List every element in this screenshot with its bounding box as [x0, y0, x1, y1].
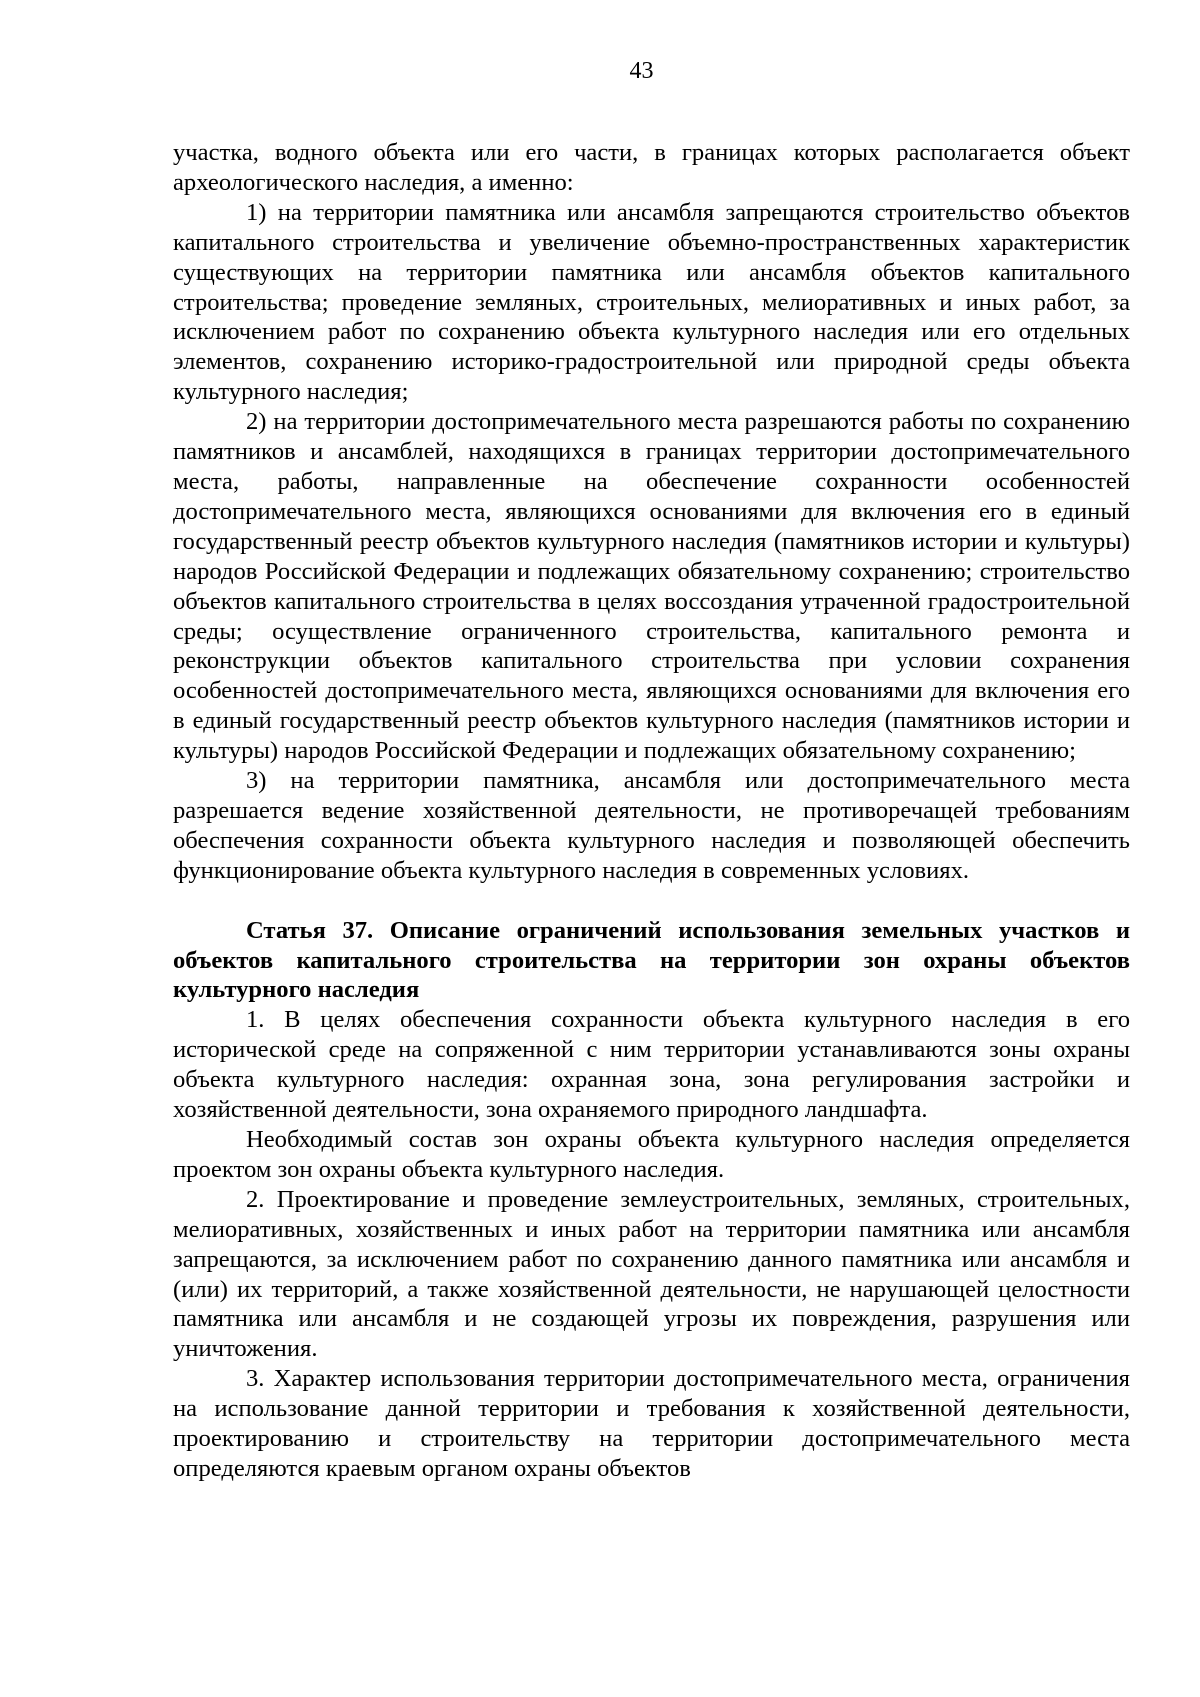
paragraph-continuation: участка, водного объекта или его части, в границах которых располагается объект археологического наследия, а именно:	[173, 139, 1130, 196]
article-heading: Статья 37. Описание ограничений использования земельных участков и объектов капитального строительства на территории зон охраны объектов культурного наследия	[173, 916, 1130, 1004]
paragraph-item-3: 3) на территории памятника, ансамбля или достопримечательного места разрешается ведение хозяйственной деятельности, не противоречащей требованиям обеспечения сохранности объекта культурного наследия и позволяющей обеспечить функционирование объекта культурного наследия в современных условиях.	[173, 767, 1130, 884]
paragraph-zones-composition: Необходимый состав зон охраны объекта культурного наследия определяется проектом зон охраны объекта культурного наследия.	[173, 1126, 1130, 1183]
paragraph-item-2: 2) на территории достопримечательного места разрешаются работы по сохранению памятников и ансамблей, находящихся в границах территории достопримечательного места, работы, направленные на обеспечение сохранности особенностей достопримечательного места, являющихся основаниями для включения его в единый государственный реестр объектов культурного наследия (памятников истории и культуры) народов Российской Федерации и подлежащих обязательному сохранению; строительство объектов капитального строительства в целях воссоздания утраченной градостроительной среды; осуществление ограниченного строительства, капитального ремонта и реконструкции объектов капитального строительства при условии сохранения особенностей достопримечательного места, являющихся основаниями для включения его в единый государственный реестр объектов культурного наследия (памятников истории и культуры) народов Российской Федерации и подлежащих обязательному сохранению;	[173, 408, 1130, 765]
document-body	[173, 138, 1130, 1484]
paragraph-item-1: 1) на территории памятника или ансамбля запрещаются строительство объектов капитального строительства и увеличение объемно-пространственных характеристик существующих на территории памятника или ансамбля объектов капитального строительства; проведение земляных, строительных, мелиоративных и иных работ, за исключением работ по сохранению объекта культурного наследия или его отдельных элементов, сохранению историко-градостроительной или природной среды объекта культурного наследия;	[173, 198, 1130, 406]
paragraph-point-1: 1. В целях обеспечения сохранности объекта культурного наследия в его исторической среде на сопряженной с ним территории устанавливаются зоны охраны объекта культурного наследия: охранная зона, зона регулирования застройки и хозяйственной деятельности, зона охраняемого природного ландшафта.	[173, 1006, 1130, 1124]
paragraph-point-2: 2. Проектирование и проведение землеустроительных, земляных, строительных, мелиоративных, хозяйственных и иных работ на территории памятника или ансамбля запрещаются, за исключением работ по сохранению данного памятника или ансамбля и (или) их территорий, а также хозяйственной деятельности, не нарушающей целостности памятника или ансамбля и не создающей угрозы их повреждения, разрушения или уничтожения.	[173, 1185, 1130, 1363]
paragraph-point-3: 3. Характер использования территории достопримечательного места, ограничения на использование данной территории и требования к хозяйственной деятельности, проектированию и строительству на территории достопримечательного места определяются краевым органом охраны объектов	[173, 1365, 1130, 1482]
page-number: 43	[629, 58, 654, 84]
